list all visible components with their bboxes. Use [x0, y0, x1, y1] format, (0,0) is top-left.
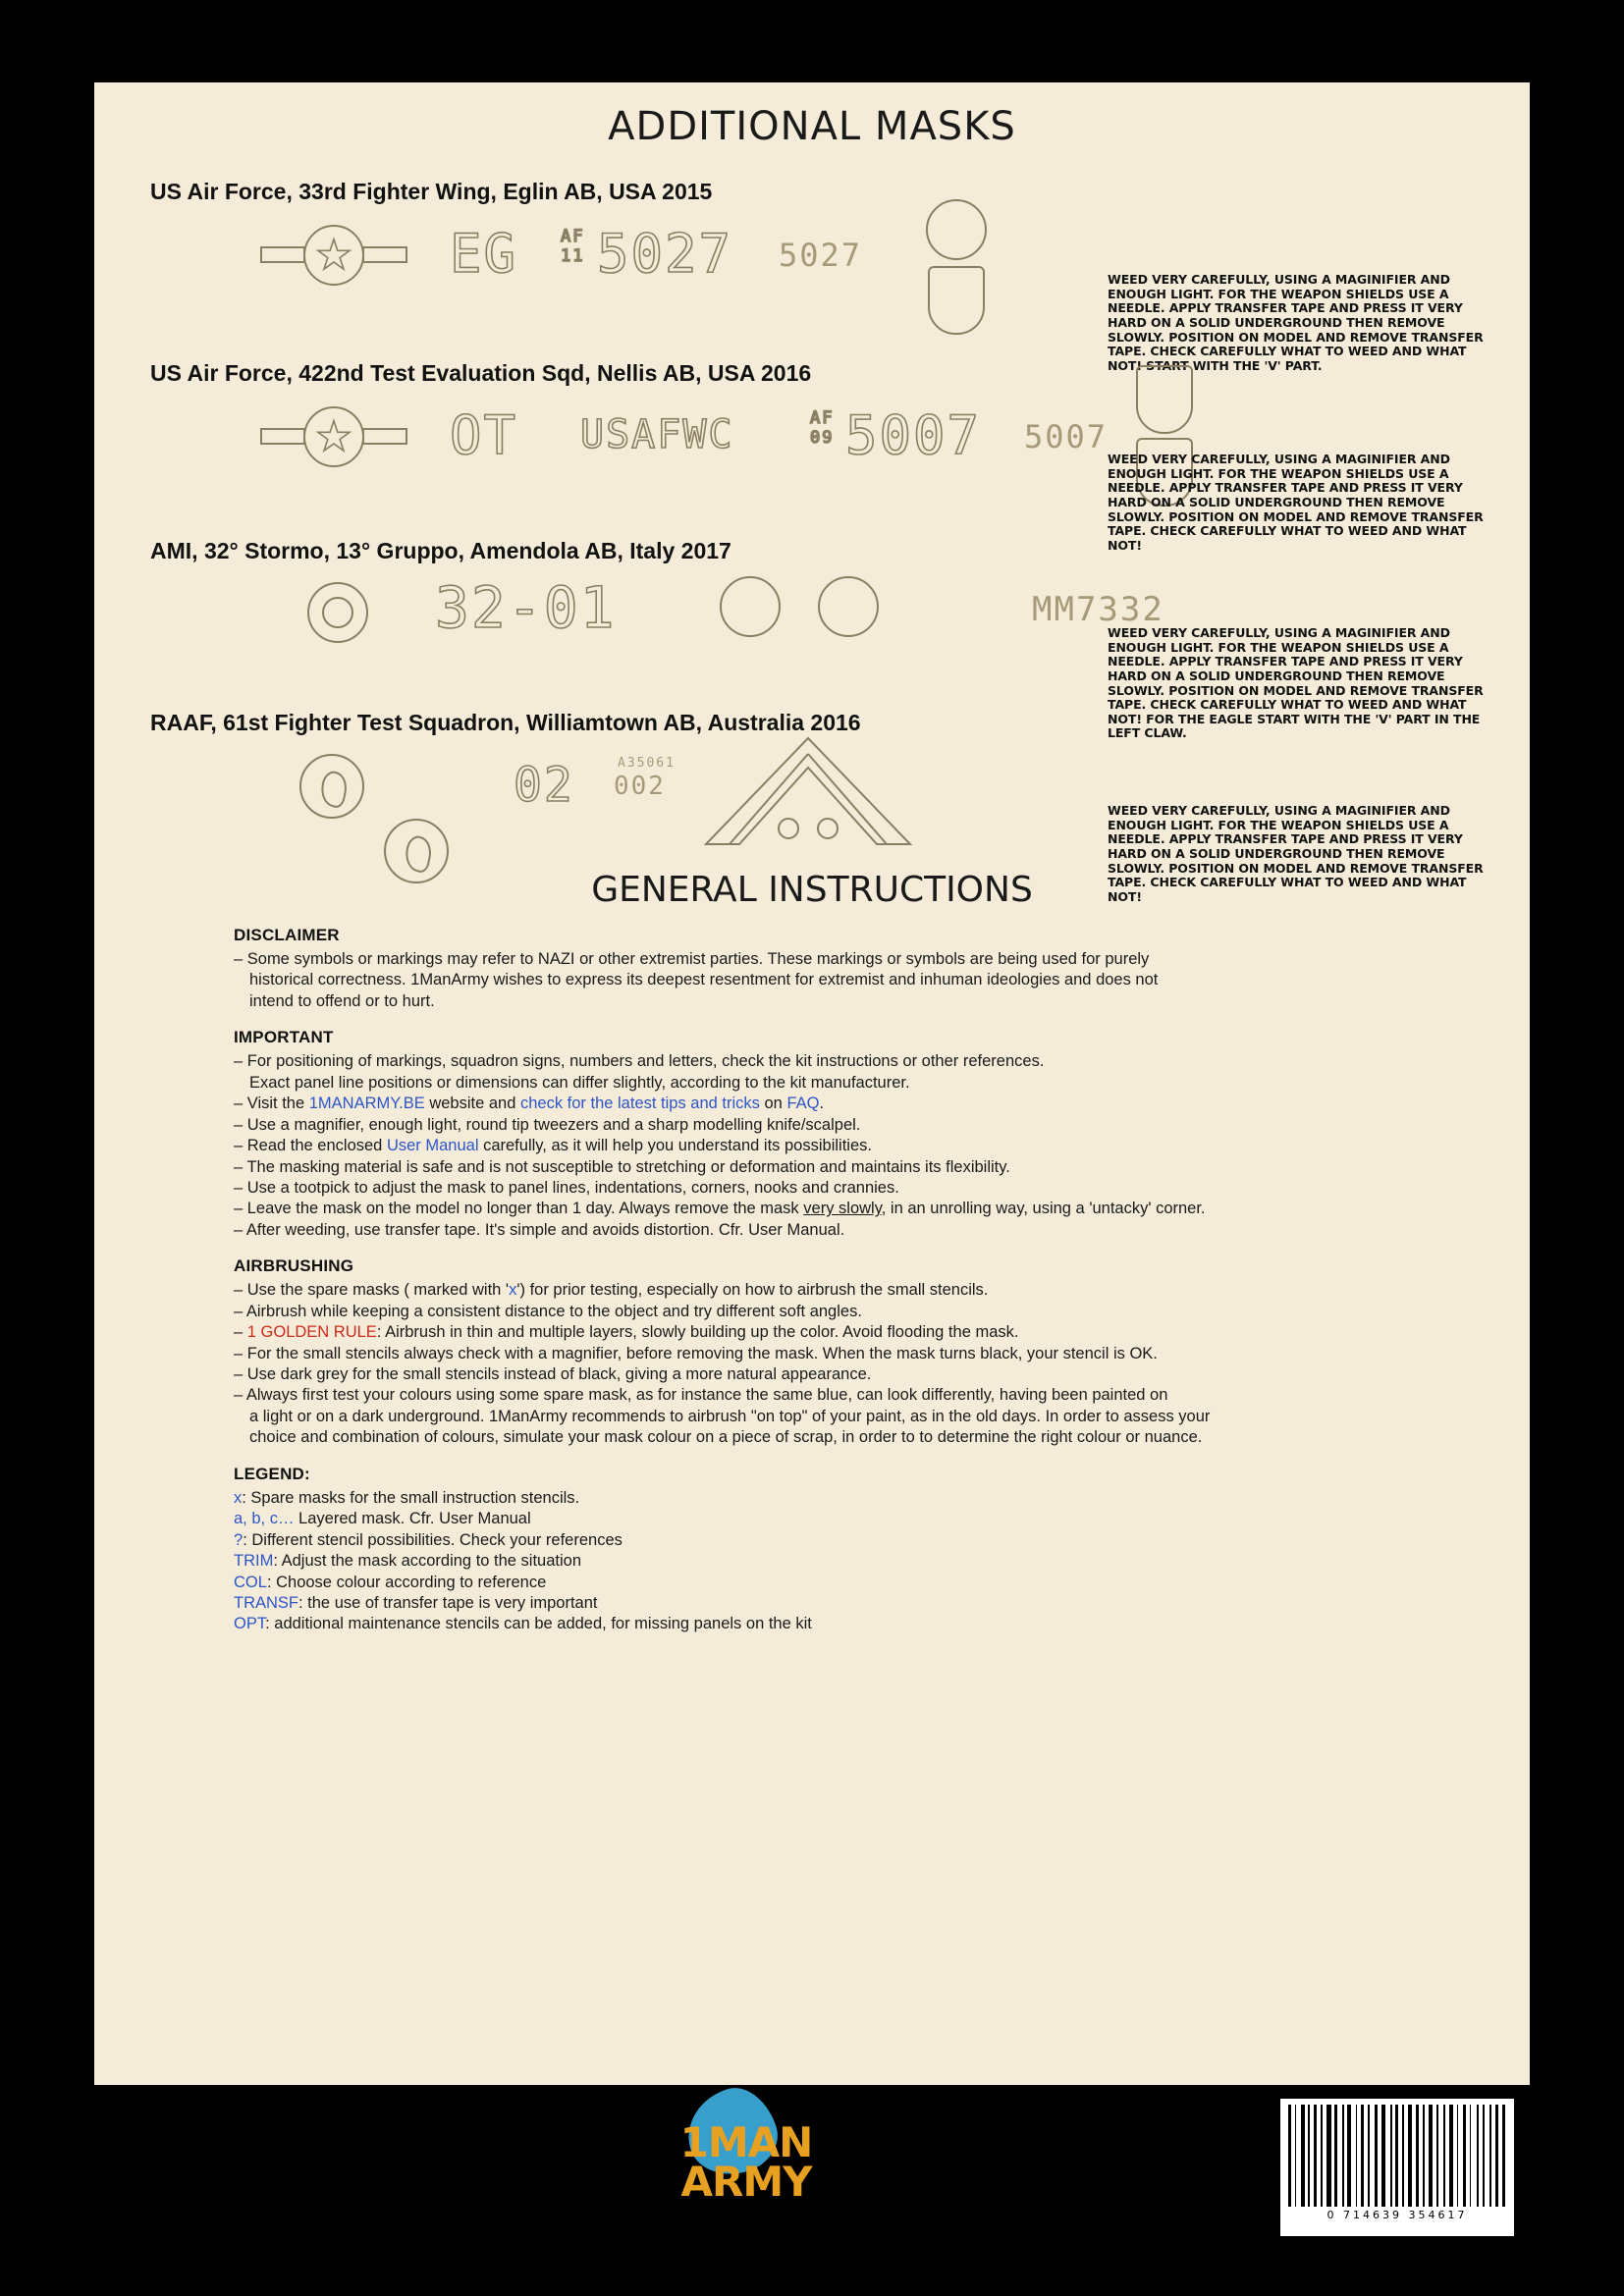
important-line-8: – After weeding, use transfer tape. It's simple and avoids distortion. Cfr. User Manual. — [234, 1220, 845, 1239]
airbrushing-line-6b: a light or on a dark underground. 1ManArmy recommends to airbrush "on top" of your paint, as in the old days. In order to assess your — [249, 1407, 1211, 1425]
legend-text: Layered mask. Cfr. User Manual — [298, 1510, 531, 1528]
air1-pre: – Use the spare masks ( marked with ' — [234, 1281, 510, 1300]
important-heading: IMPORTANT — [234, 1028, 334, 1047]
legend-key: ? — [234, 1530, 244, 1549]
logo-line-1: 1MAN — [679, 2118, 813, 2166]
important-line-1b: Exact panel line positions or dimensions can differ slightly, according to the kit manufacturer. — [249, 1073, 910, 1092]
imp7-pre: – Leave the mask on the model no longer than 1 day. Always remove the mask — [234, 1200, 804, 1218]
important-line-6: – Use a tootpick to adjust the mask to panel lines, indentations, corners, nooks and crannies. — [234, 1178, 899, 1197]
link-tips-and-tricks[interactable]: check for the latest tips and tricks — [519, 1095, 760, 1113]
eagle-badge-icon-3b — [818, 576, 879, 637]
link-1manarmy[interactable]: 1MANARMY.BE — [308, 1095, 425, 1113]
code-text-4: 02 — [514, 758, 574, 813]
legend-key: TRANSF — [234, 1593, 298, 1612]
serial-small-4: 002 — [614, 772, 666, 801]
air1-x-marker: x — [509, 1281, 517, 1300]
legend-text: the use of transfer tape is very important — [307, 1593, 598, 1612]
imp4-pre: – Read the enclosed — [234, 1137, 387, 1155]
important-line-5: – The masking material is safe and is not susceptible to stretching or deformation and maintains its flexibility. — [234, 1157, 1010, 1176]
code-text-3: 32-01 — [435, 574, 617, 641]
general-instructions-body — [234, 926, 1490, 1635]
wing-outline-icon-4 — [671, 734, 946, 852]
imp2-pre: – Visit the — [234, 1095, 309, 1113]
tailcode-text-1: EG — [450, 223, 518, 285]
wing-text-2: USAFWC — [580, 412, 734, 457]
legend-item — [234, 1551, 1490, 1572]
imp7-end: , in an unrolling way, using a 'untacky' corner. — [881, 1200, 1206, 1218]
eagle-badge-icon-3a — [720, 576, 781, 637]
airbrushing-line-1 — [234, 1280, 1490, 1301]
legend-text: additional maintenance stencils can be added, for missing panels on the kit — [274, 1615, 812, 1633]
serial-tiny-4: A35061 — [618, 756, 676, 771]
legend-sep: : — [243, 1530, 252, 1549]
link-user-manual[interactable]: User Manual — [386, 1137, 479, 1155]
roundel-bar-left-icon — [260, 246, 305, 263]
ami-roundel-icon — [307, 582, 368, 643]
important-line-4 — [234, 1136, 1490, 1156]
air1-end: ') for prior testing, especially on how to airbrush the small stencils. — [516, 1281, 989, 1300]
legend-sep: : — [273, 1552, 282, 1571]
legend-key: TRIM — [234, 1552, 274, 1571]
tailcode-text-2: OT — [450, 404, 518, 466]
usaf-roundel-icon — [303, 225, 364, 286]
wing-badge-icon-1a — [926, 199, 987, 260]
page-title: ADDITIONAL MASKS — [608, 104, 1016, 149]
scheme-title-3: AMI, 32° Stormo, 13° Gruppo, Amendola AB, Italy 2017 — [150, 538, 731, 563]
important-line-1a: – For positioning of markings, squadron signs, numbers and letters, check the kit instructions or other references. — [234, 1052, 1045, 1071]
legend-item — [234, 1530, 1490, 1551]
airbrushing-heading: AIRBRUSHING — [234, 1256, 354, 1276]
golden-rule-label: 1 GOLDEN RULE — [246, 1323, 377, 1342]
imp4-end: carefully, as it will help you understand its possibilities. — [478, 1137, 872, 1155]
imp7-emphasis: very slowly — [803, 1200, 882, 1218]
disclaimer-line-1: – Some symbols or markings may refer to NAZI or other extremist parties. These markings or symbols are being used for purely — [234, 950, 1150, 968]
legend-sep: : — [266, 1573, 277, 1591]
roundel-bar-right-icon-2 — [362, 428, 407, 445]
serial-small-1: 5027 — [779, 237, 863, 274]
legend-key: a, b, c… — [234, 1510, 295, 1528]
weed-note-2: WEED VERY CAREFULLY, USING A MAGINIFIER AND ENOUGH LIGHT. FOR THE WEAPON SHIELDS USE A NEEDLE. APPLY TRANSFER TAPE AND PRESS IT VERY HARD ON A SOLID UNDERGROUND THEN REMOVE SLOWLY. POSITION ON MODEL AND REMOVE TRANSFER TAPE. CHECK CAREFULLY WHAT TO WEED AND WHAT NOT! — [1108, 452, 1484, 553]
important-line-2 — [234, 1094, 1490, 1114]
serial-small-3: MM7332 — [1032, 590, 1164, 629]
af-prefix-1: AF — [561, 227, 585, 246]
af-prefix-2: AF — [810, 408, 835, 428]
raaf-kangaroo-roundel-icon-b — [384, 819, 449, 883]
legend-sep: : — [298, 1593, 308, 1612]
legend-item — [234, 1614, 1490, 1634]
general-instructions-title: GENERAL INSTRUCTIONS — [591, 870, 1033, 910]
weed-note-3: WEED VERY CAREFULLY, USING A MAGINIFIER AND ENOUGH LIGHT. FOR THE WEAPON SHIELDS USE A NEEDLE. APPLY TRANSFER TAPE AND PRESS IT VERY HARD ON A SOLID UNDERGROUND THEN REMOVE SLOWLY. POSITION ON MODEL AND REMOVE TRANSFER TAPE. CHECK CAREFULLY WHAT TO WEED AND WHAT NOT! FOR THE EAGLE START WITH THE 'V' PART IN THE LEFT CLAW. — [1108, 625, 1484, 741]
airbrushing-line-3 — [234, 1322, 1490, 1343]
legend-heading: LEGEND: — [234, 1464, 310, 1483]
legend-sep: : — [242, 1488, 251, 1507]
scheme-title-1: US Air Force, 33rd Fighter Wing, Eglin AB, USA 2015 — [150, 179, 713, 204]
barcode-number: 0 714639 354617 — [1326, 2209, 1468, 2221]
disclaimer-line-3: intend to offend or to hurt. — [249, 991, 435, 1010]
scheme-title-4: RAAF, 61st Fighter Test Squadron, Williamtown AB, Australia 2016 — [150, 710, 861, 735]
legend-item — [234, 1573, 1490, 1593]
legend-sep: : — [265, 1615, 275, 1633]
link-faq[interactable]: FAQ — [786, 1095, 820, 1113]
barcode — [1280, 2099, 1514, 2236]
legend-item — [234, 1488, 1490, 1509]
legend-item — [234, 1509, 1490, 1529]
scheme-title-2: US Air Force, 422nd Test Evaluation Sqd, Nellis AB, USA 2016 — [150, 360, 812, 386]
brand-logo — [628, 2106, 864, 2238]
legend-item — [234, 1593, 1490, 1614]
serial-text-1: 5027 — [597, 223, 733, 285]
air3-end: : Airbrush in thin and multiple layers, slowly building up the color. Avoid flooding the mask. — [376, 1323, 1019, 1342]
logo-line-2: ARMY — [680, 2157, 812, 2206]
usaf-roundel-icon-2 — [303, 406, 364, 467]
imp2-mid: website and — [424, 1095, 520, 1113]
airbrushing-line-5: – Use dark grey for the small stencils instead of black, giving a more natural appearance. — [234, 1365, 872, 1383]
legend-text: Different stencil possibilities. Check your references — [251, 1530, 623, 1549]
sqd-badge-icon-2a — [1136, 365, 1193, 434]
wing-badge-icon-1b — [928, 266, 985, 335]
disclaimer-heading: DISCLAIMER — [234, 926, 340, 944]
af-sub-1: 11 — [561, 246, 585, 266]
airbrushing-line-6a: – Always first test your colours using some spare mask, as for instance the same blue, can look differently, having been painted on — [234, 1386, 1168, 1405]
airbrushing-line-2: – Airbrush while keeping a consistent distance to the object and try different soft angles. — [234, 1302, 862, 1320]
roundel-bar-right-icon — [362, 246, 407, 263]
legend-text: Adjust the mask according to the situation — [281, 1552, 582, 1571]
legend-text: Choose colour according to reference — [276, 1573, 547, 1591]
raaf-kangaroo-roundel-icon-a — [299, 754, 364, 819]
imp2-mid2: on — [759, 1095, 787, 1113]
important-line-7 — [234, 1199, 1490, 1219]
airbrushing-line-6c: choice and combination of colours, simulate your mask colour on a piece of scrap, in order to to determine the right colour or nuance. — [249, 1428, 1203, 1447]
roundel-bar-left-icon-2 — [260, 428, 305, 445]
instruction-sheet — [94, 82, 1530, 2085]
air3-pre: – — [234, 1323, 247, 1342]
af-sub-2: 09 — [810, 428, 835, 448]
disclaimer-line-2: historical correctness. 1ManArmy wishes to express its deepest resentment for extremist and inhuman ideologies and does not — [249, 971, 1159, 989]
imp2-end: . — [819, 1095, 825, 1113]
serial-text-2: 5007 — [845, 404, 982, 466]
weed-note-1: WEED VERY CAREFULLY, USING A MAGINIFIER AND ENOUGH LIGHT. FOR THE WEAPON SHIELDS USE A NEEDLE. APPLY TRANSFER TAPE AND PRESS IT VERY HARD ON A SOLID UNDERGROUND THEN REMOVE SLOWLY. POSITION ON MODEL AND REMOVE TRANSFER TAPE. CHECK CAREFULLY WHAT TO WEED AND WHAT NOT! START WITH THE 'V' PART. — [1108, 272, 1484, 373]
legend-key: x — [234, 1488, 243, 1507]
airbrushing-line-4: – For the small stencils always check with a magnifier, before removing the mask. When the mask turns black, your stencil is OK. — [234, 1344, 1158, 1362]
weed-note-4: WEED VERY CAREFULLY, USING A MAGINIFIER AND ENOUGH LIGHT. FOR THE WEAPON SHIELDS USE A NEEDLE. APPLY TRANSFER TAPE AND PRESS IT VERY HARD ON A SOLID UNDERGROUND THEN REMOVE SLOWLY. POSITION ON MODEL AND REMOVE TRANSFER TAPE. CHECK CAREFULLY WHAT TO WEED AND WHAT NOT! — [1108, 803, 1484, 904]
serial-small-2: 5007 — [1024, 418, 1109, 455]
legend-text: Spare masks for the small instruction stencils. — [250, 1488, 580, 1507]
legend-key: OPT — [234, 1615, 266, 1633]
legend-key: COL — [234, 1573, 267, 1591]
barcode-bars — [1288, 2105, 1506, 2207]
important-line-3: – Use a magnifier, enough light, round tip tweezers and a sharp modelling knife/scalpel. — [234, 1115, 861, 1134]
